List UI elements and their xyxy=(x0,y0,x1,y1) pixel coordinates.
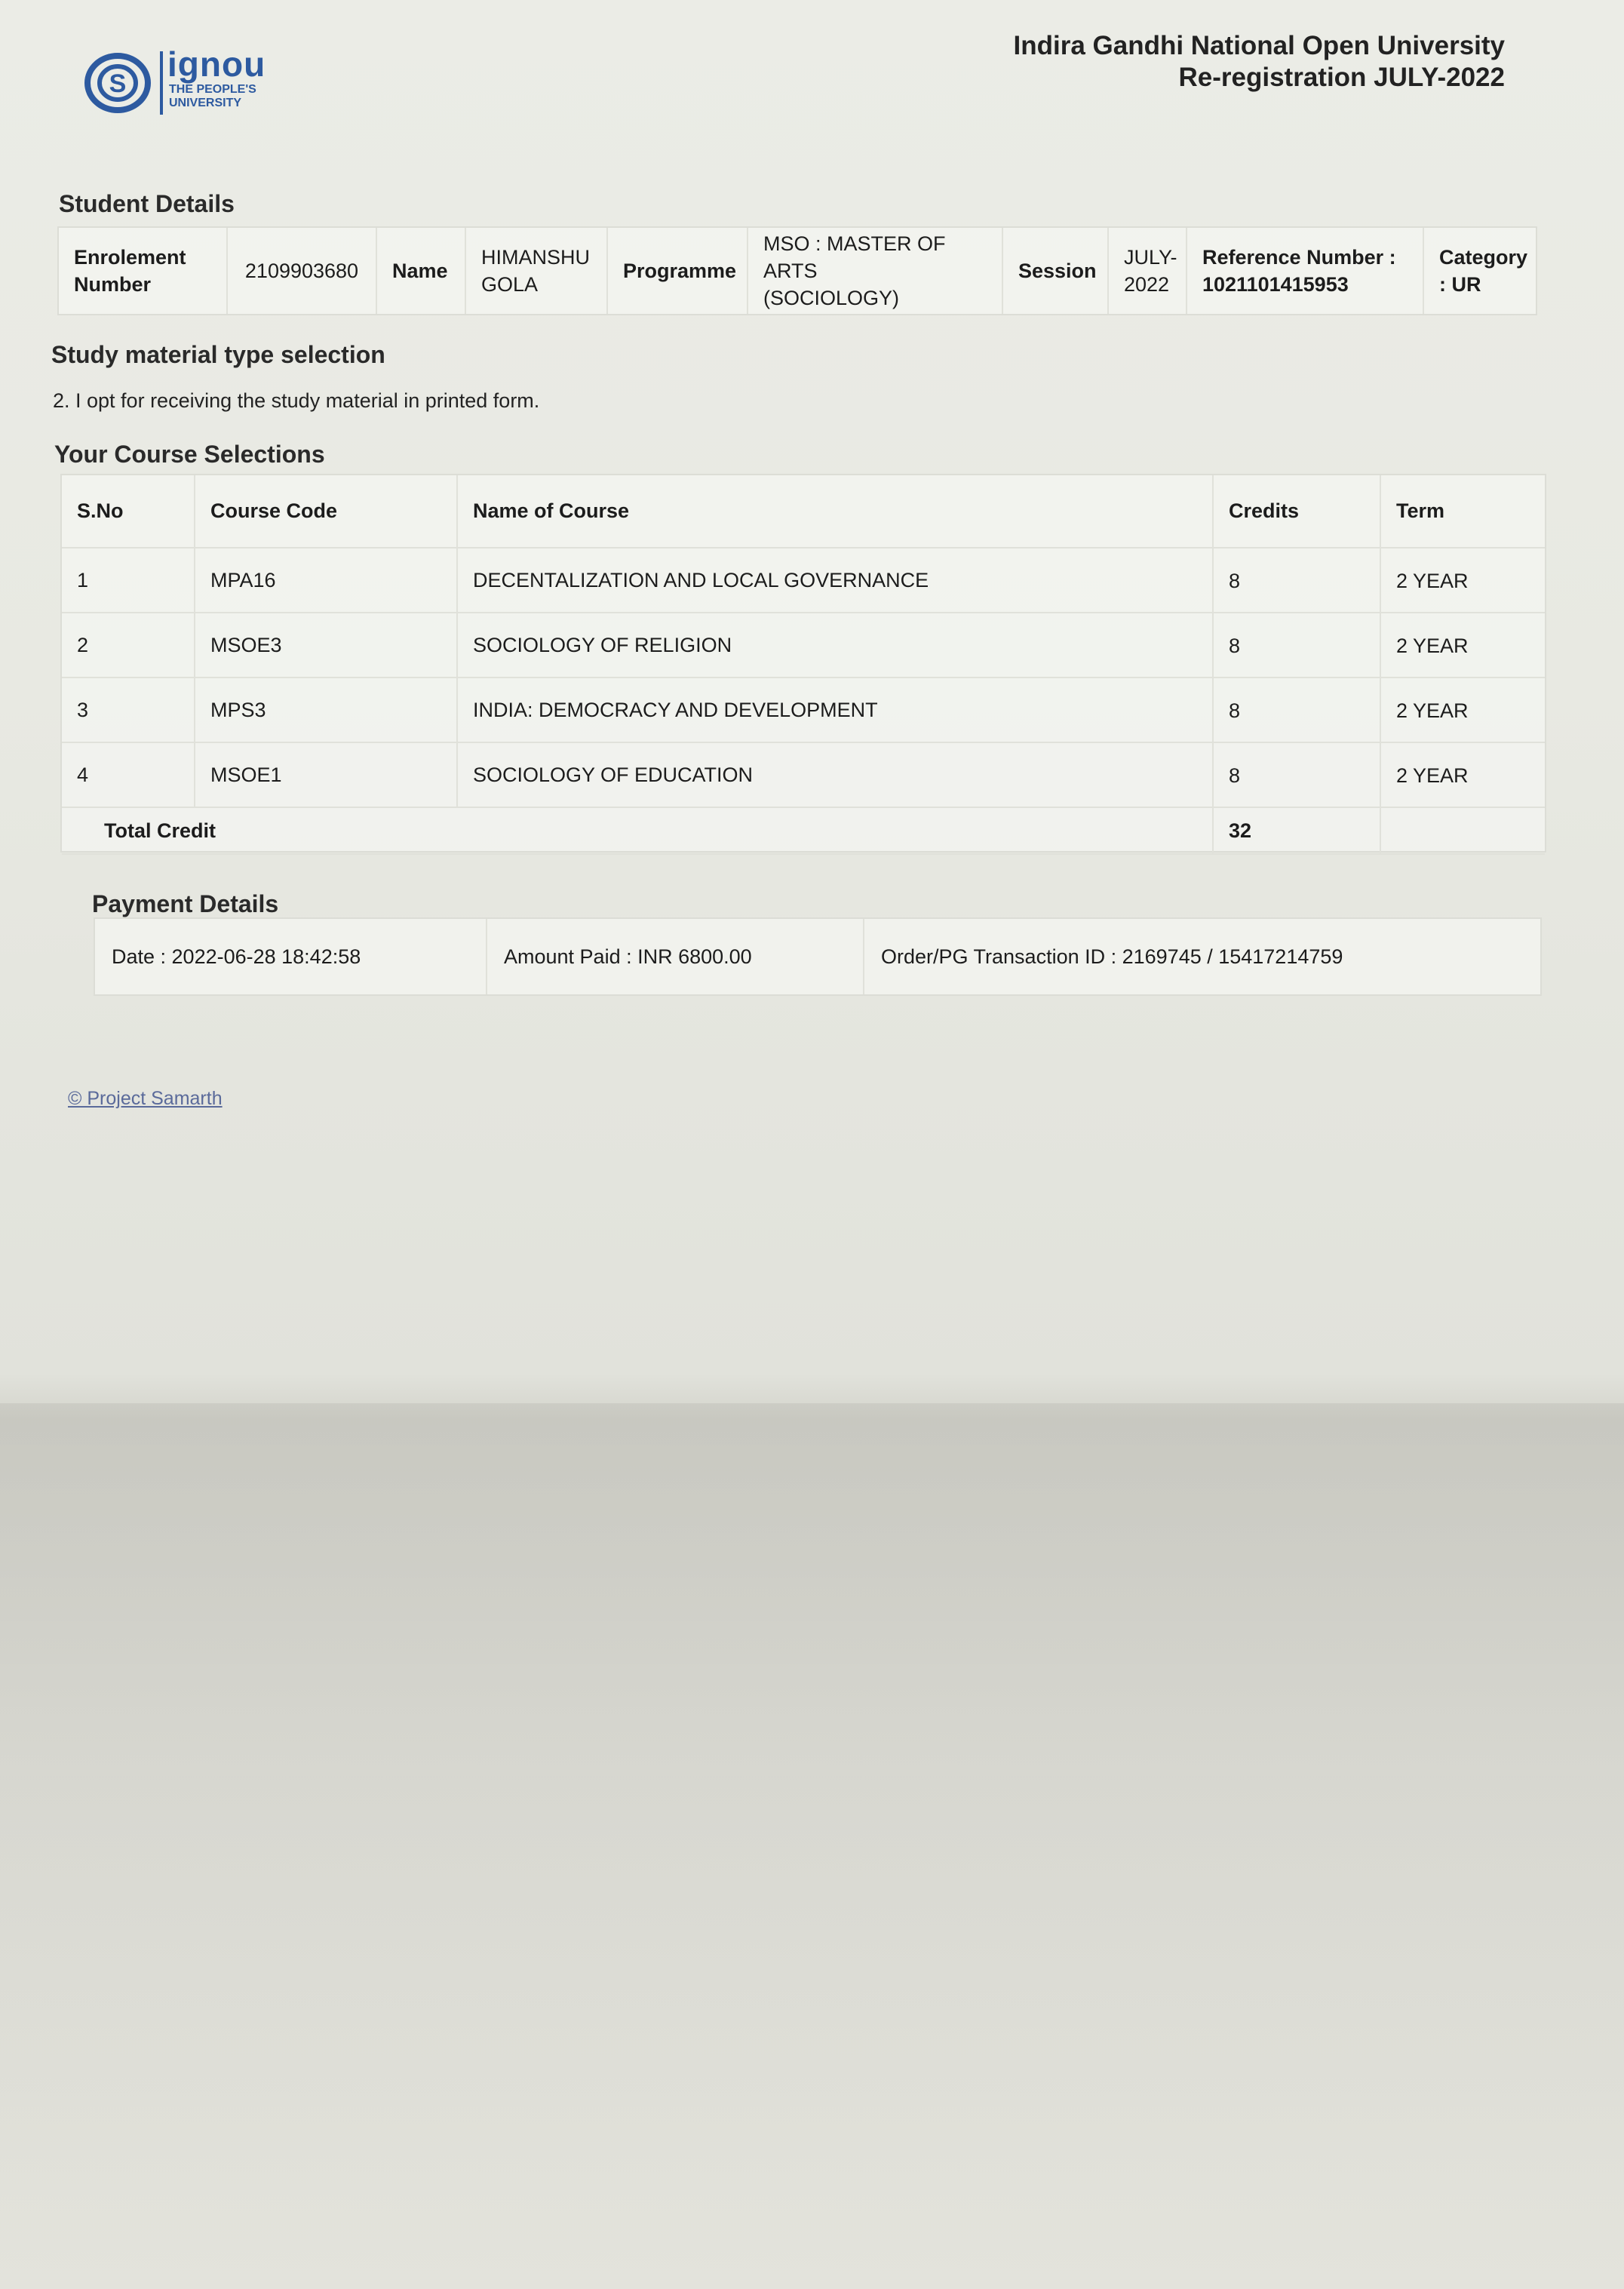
table-row xyxy=(62,613,1545,677)
svg-text:S: S xyxy=(109,69,127,98)
programme-value: MSO : MASTER OF ARTS (SOCIOLOGY) xyxy=(748,228,1003,314)
paper-shadow xyxy=(0,1403,1624,2289)
name-value: HIMANSHU GOLA xyxy=(466,228,608,314)
university-name: Indira Gandhi National Open University xyxy=(1013,31,1505,60)
payment-details-box xyxy=(94,917,1542,996)
col-sno: S.No xyxy=(62,475,195,548)
row-name: SOCIOLOGY OF EDUCATION xyxy=(457,742,1213,807)
student-details-box xyxy=(57,226,1537,315)
table-row xyxy=(62,677,1545,742)
project-samarth-link[interactable]: © Project Samarth xyxy=(68,1088,223,1109)
course-table xyxy=(60,474,1546,853)
logo-name: ignou xyxy=(167,45,266,84)
total-credit-label: Total Credit xyxy=(62,807,1213,854)
row-code: MSOE1 xyxy=(195,742,457,807)
row-name: DECENTALIZATION AND LOCAL GOVERNANCE xyxy=(457,548,1213,613)
row-term: 2 YEAR xyxy=(1380,677,1545,742)
row-term: 2 YEAR xyxy=(1380,742,1545,807)
col-course-code: Course Code xyxy=(195,475,457,548)
payment-details-title: Payment Details xyxy=(92,890,279,917)
logo-tagline: THE PEOPLE'S UNIVERSITY xyxy=(169,83,256,109)
course-selections-title: Your Course Selections xyxy=(54,441,325,468)
row-name: INDIA: DEMOCRACY AND DEVELOPMENT xyxy=(457,677,1213,742)
ignou-emblem-icon xyxy=(84,47,157,118)
total-term-empty xyxy=(1380,807,1545,854)
row-code: MPA16 xyxy=(195,548,457,613)
programme-label: Programme xyxy=(608,228,748,314)
row-name: SOCIOLOGY OF RELIGION xyxy=(457,613,1213,677)
reference-number: Reference Number : 1021101415953 xyxy=(1187,228,1424,314)
study-material-text: 2. I opt for receiving the study material in printed form. xyxy=(53,389,540,412)
ignou-logo xyxy=(84,47,281,118)
row-term: 2 YEAR xyxy=(1380,613,1545,677)
row-term: 2 YEAR xyxy=(1380,548,1545,613)
total-credit-value: 32 xyxy=(1213,807,1380,854)
enrolment-label: Enrolement Number xyxy=(59,228,228,314)
session-label: Session xyxy=(1003,228,1109,314)
page-header xyxy=(1014,30,1506,94)
row-sno: 1 xyxy=(62,548,195,613)
enrolment-value: 2109903680 xyxy=(228,228,377,314)
row-sno: 2 xyxy=(62,613,195,677)
student-details-title: Student Details xyxy=(59,190,235,217)
payment-date: Date : 2022-06-28 18:42:58 xyxy=(95,919,487,994)
registration-subtitle: Re-registration JULY-2022 xyxy=(1178,63,1505,92)
study-material-title: Study material type selection xyxy=(51,341,385,368)
payment-amount: Amount Paid : INR 6800.00 xyxy=(487,919,864,994)
payment-transaction-id: Order/PG Transaction ID : 2169745 / 15417214759 xyxy=(881,945,1343,968)
row-credits: 8 xyxy=(1213,677,1380,742)
total-row xyxy=(62,807,1545,854)
col-course-name: Name of Course xyxy=(457,475,1213,548)
table-header-row xyxy=(62,475,1545,548)
col-credits: Credits xyxy=(1213,475,1380,548)
session-value: JULY- 2022 xyxy=(1109,228,1187,314)
row-sno: 4 xyxy=(62,742,195,807)
row-credits: 8 xyxy=(1213,613,1380,677)
row-credits: 8 xyxy=(1213,548,1380,613)
row-code: MSOE3 xyxy=(195,613,457,677)
table-row xyxy=(62,548,1545,613)
col-term: Term xyxy=(1380,475,1545,548)
category: Category : UR xyxy=(1439,246,1528,296)
logo-divider xyxy=(160,51,163,115)
row-credits: 8 xyxy=(1213,742,1380,807)
name-label: Name xyxy=(377,228,466,314)
row-sno: 3 xyxy=(62,677,195,742)
row-code: MPS3 xyxy=(195,677,457,742)
table-row xyxy=(62,742,1545,807)
